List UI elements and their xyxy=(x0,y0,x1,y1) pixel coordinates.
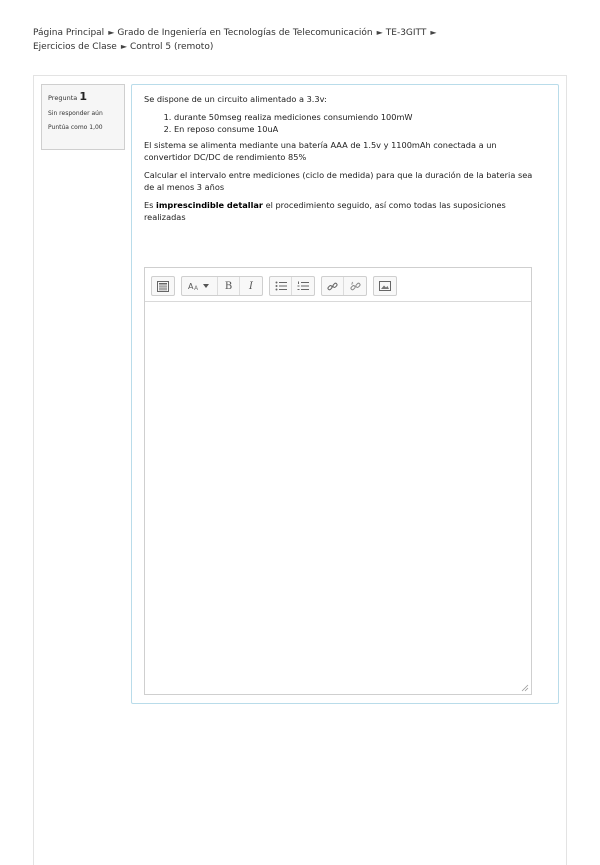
p3-suffix: el procedimiento seguido, así como todas las suposiciones realizadas xyxy=(144,200,506,222)
bullet-list-icon xyxy=(275,281,287,291)
link-icon xyxy=(327,281,338,292)
unordered-list-button[interactable] xyxy=(270,277,292,295)
question-paragraph-3 xyxy=(144,199,544,223)
unlink-icon xyxy=(350,281,361,292)
list-item: 1. durante 50mseg realiza mediciones consumiendo 100mW xyxy=(174,111,544,123)
list-item: 2. En reposo consume 10uA xyxy=(174,123,544,135)
question-list xyxy=(144,111,544,135)
numbered-list-icon xyxy=(297,281,309,291)
editor-toolbar xyxy=(145,268,531,302)
breadcrumb-course[interactable]: TE-3GITT xyxy=(385,28,427,38)
toolbar-toggle-icon xyxy=(157,281,169,292)
breadcrumb-home[interactable]: Página Principal xyxy=(33,28,105,38)
breadcrumb-separator: ► xyxy=(376,28,383,37)
italic-button[interactable]: I xyxy=(249,280,253,292)
breadcrumb-section[interactable]: Ejercicios de Clase xyxy=(33,42,117,52)
resize-grip-icon[interactable] xyxy=(521,684,529,692)
breadcrumb-separator: ► xyxy=(430,28,437,37)
toolbar-toggle-button[interactable] xyxy=(152,277,174,295)
question-paragraph-2: Calcular el intervalo entre mediciones (ciclo de medida) para que la duración de la bateria sea de al menos 3 años xyxy=(144,170,533,192)
question-intro: Se dispone de un circuito alimentado a 3.3v: xyxy=(144,94,327,104)
svg-text:A: A xyxy=(187,282,193,291)
question-content xyxy=(131,84,559,704)
font-style-icon xyxy=(188,281,212,291)
toolbar-group-media xyxy=(373,276,397,296)
bold-button[interactable]: B xyxy=(218,277,240,295)
paragraph-style-button[interactable] xyxy=(182,277,218,295)
image-icon xyxy=(379,281,391,291)
toolbar-group-toggle xyxy=(151,276,175,296)
breadcrumb xyxy=(33,26,553,54)
toolbar-group-links xyxy=(321,276,367,296)
breadcrumb-degree[interactable]: Grado de Ingeniería en Tecnologías de Telecomunicación xyxy=(117,28,373,38)
question-info xyxy=(41,84,125,150)
toolbar-group-lists xyxy=(269,276,315,296)
link-button[interactable] xyxy=(322,277,344,295)
question-score: Puntúa como 1,00 xyxy=(48,124,103,131)
question-number-line xyxy=(48,90,118,103)
toolbar-group-format xyxy=(181,276,263,296)
question-status: Sin responder aún xyxy=(48,110,103,117)
breadcrumb-separator: ► xyxy=(108,28,115,37)
p3-prefix: Es xyxy=(144,200,157,210)
ordered-list-button[interactable] xyxy=(292,277,314,295)
p3-bold: imprescindible detallar xyxy=(156,200,263,210)
svg-text:A: A xyxy=(193,285,198,291)
breadcrumb-quiz[interactable]: Control 5 (remoto) xyxy=(129,42,214,52)
answer-editor xyxy=(144,267,532,695)
unlink-button[interactable] xyxy=(344,277,366,295)
question-text xyxy=(144,93,544,229)
question-number: 1 xyxy=(79,90,87,103)
image-button[interactable] xyxy=(374,277,396,295)
question-label: Pregunta xyxy=(48,94,78,102)
question-paragraph-1: El sistema se alimenta mediante una batería AAA de 1.5v y 1100mAh conectada a un convertidor DC/DC de rendimiento 85% xyxy=(144,140,497,162)
answer-textarea[interactable] xyxy=(145,302,531,694)
breadcrumb-separator: ► xyxy=(120,42,127,51)
